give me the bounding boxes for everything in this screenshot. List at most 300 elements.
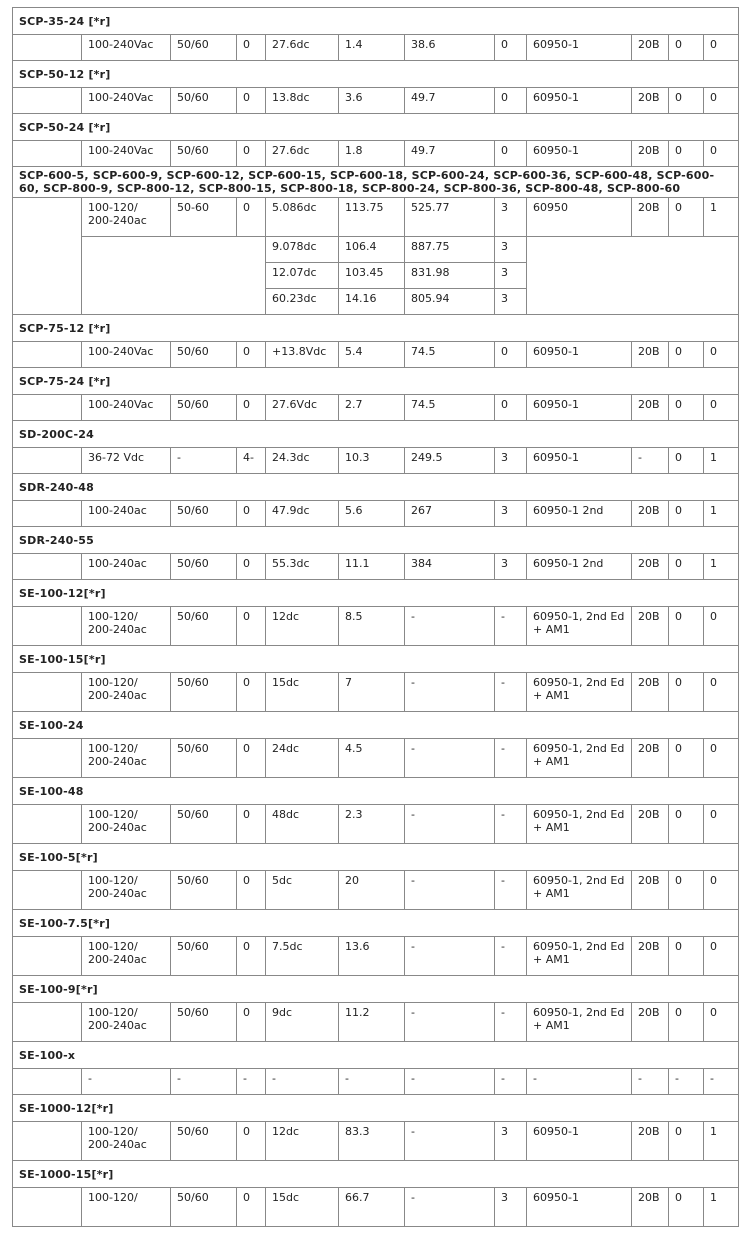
spec-cell: 60.23dc [266, 289, 339, 315]
spec-cell: 20B [632, 88, 669, 114]
model-header-row [13, 114, 739, 141]
spec-cell: 3 [495, 263, 527, 289]
spec-cell: 0 [495, 35, 527, 61]
spec-cell: - [405, 673, 495, 712]
spec-cell: 0 [704, 739, 739, 778]
model-name: SCP-75-12 [*r] [13, 315, 739, 342]
spec-cell: 3 [495, 1122, 527, 1161]
spec-cell: 0 [669, 739, 704, 778]
spec-data-row [13, 448, 739, 474]
spec-cell: 805.94 [405, 289, 495, 315]
spec-sub-row [13, 289, 739, 315]
spec-cell: 27.6Vdc [266, 395, 339, 421]
spec-cell: 100-240Vac [82, 395, 171, 421]
spec-cell: 0 [237, 1122, 266, 1161]
spec-cell: 0 [669, 1003, 704, 1042]
spec-data-row [13, 342, 739, 368]
spec-cell: 5.4 [339, 342, 405, 368]
spec-cell: 60950-1 2nd [527, 501, 632, 527]
spec-cell: 50/60 [171, 35, 237, 61]
spec-cell: 20B [632, 805, 669, 844]
spec-cell: 0 [495, 141, 527, 167]
model-header-row [13, 527, 739, 554]
spec-cell: 50/60 [171, 141, 237, 167]
model-header-row [13, 1095, 739, 1122]
model-header-row [13, 368, 739, 395]
spec-data-row [13, 1069, 739, 1095]
spec-cell: 60950-1 2nd [527, 554, 632, 580]
spec-cell: - [495, 1003, 527, 1042]
spec-cell: 60950 [527, 198, 632, 237]
model-header-row [13, 580, 739, 607]
spec-cell: 20B [632, 395, 669, 421]
model-header-row [13, 1161, 739, 1188]
spec-cell: 0 [237, 1188, 266, 1227]
indent-cell [13, 1188, 82, 1227]
model-name: SE-100-9[*r] [13, 976, 739, 1003]
spec-cell: 113.75 [339, 198, 405, 237]
spec-cell: 106.4 [339, 237, 405, 263]
spec-cell: - [495, 871, 527, 910]
spec-cell: 20B [632, 739, 669, 778]
spec-cell: - [669, 1069, 704, 1095]
spec-cell: 12.07dc [266, 263, 339, 289]
spec-cell: - [495, 1069, 527, 1095]
spec-data-row [13, 871, 739, 910]
spec-table-container [12, 7, 738, 1227]
spec-cell: 49.7 [405, 88, 495, 114]
spec-cell: 83.3 [339, 1122, 405, 1161]
spec-data-row [13, 141, 739, 167]
model-header-row [13, 1042, 739, 1069]
spec-cell: 9dc [266, 1003, 339, 1042]
spec-cell: 27.6dc [266, 35, 339, 61]
model-name: SE-100-12[*r] [13, 580, 739, 607]
blank-cell [82, 263, 266, 289]
spec-cell: - [405, 739, 495, 778]
spec-cell: 0 [704, 395, 739, 421]
indent-cell [13, 871, 82, 910]
spec-cell: 100-240Vac [82, 88, 171, 114]
spec-cell: - [237, 1069, 266, 1095]
model-name: SCP-50-24 [*r] [13, 114, 739, 141]
model-name: SCP-600-5, SCP-600-9, SCP-600-12, SCP-600-15, SCP-600-18, SCP-600-24, SCP-600-36, SCP-600-48, SCP-600-60, SCP-800-9, SCP-800-12, SCP-800-15, SCP-800-18, SCP-800-24, SCP-800-36, SCP-800-48, SCP-800-60 [13, 167, 739, 198]
indent-cell [13, 35, 82, 61]
spec-cell: 384 [405, 554, 495, 580]
blank-cell [527, 289, 739, 315]
spec-cell: 10.3 [339, 448, 405, 474]
spec-cell: 24.3dc [266, 448, 339, 474]
spec-cell: 525.77 [405, 198, 495, 237]
spec-cell: +13.8Vdc [266, 342, 339, 368]
spec-cell: 20B [632, 1003, 669, 1042]
spec-cell: 50/60 [171, 739, 237, 778]
model-header-row [13, 8, 739, 35]
spec-cell: - [171, 448, 237, 474]
spec-cell: 100-120/ 200-240ac [82, 805, 171, 844]
spec-cell: 100-120/ 200-240ac [82, 739, 171, 778]
model-name: SE-100-15[*r] [13, 646, 739, 673]
spec-cell: 100-120/ 200-240ac [82, 1122, 171, 1161]
spec-cell: 100-120/ 200-240ac [82, 198, 171, 237]
spec-cell: 249.5 [405, 448, 495, 474]
spec-cell: 3 [495, 198, 527, 237]
spec-cell: 100-240Vac [82, 342, 171, 368]
indent-cell [13, 448, 82, 474]
spec-cell: 20B [632, 198, 669, 237]
model-header-row [13, 474, 739, 501]
spec-cell: 0 [704, 871, 739, 910]
spec-cell: 60950-1, 2nd Ed + AM1 [527, 871, 632, 910]
spec-cell: 1.8 [339, 141, 405, 167]
spec-cell: 100-120/ 200-240ac [82, 1003, 171, 1042]
spec-cell: 0 [669, 395, 704, 421]
spec-cell: - [405, 937, 495, 976]
spec-cell: 1 [704, 1188, 739, 1227]
spec-cell: 15dc [266, 1188, 339, 1227]
spec-cell: - [495, 739, 527, 778]
spec-cell: 7 [339, 673, 405, 712]
spec-cell: 20B [632, 1122, 669, 1161]
model-name: SDR-240-48 [13, 474, 739, 501]
indent-cell [13, 673, 82, 712]
model-name: SE-100-24 [13, 712, 739, 739]
spec-data-row [13, 1188, 739, 1227]
spec-cell: 20B [632, 607, 669, 646]
model-header-row [13, 910, 739, 937]
spec-cell: 50/60 [171, 607, 237, 646]
spec-cell: 60950-1 [527, 1122, 632, 1161]
spec-cell: 100-120/ [82, 1188, 171, 1227]
spec-cell: 267 [405, 501, 495, 527]
model-name: SE-100-48 [13, 778, 739, 805]
spec-cell: 60950-1 [527, 1188, 632, 1227]
spec-cell: 0 [495, 342, 527, 368]
spec-cell: 0 [704, 1003, 739, 1042]
model-name: SE-100-7.5[*r] [13, 910, 739, 937]
spec-cell: 50/60 [171, 673, 237, 712]
spec-cell: 0 [704, 88, 739, 114]
model-header-row [13, 421, 739, 448]
spec-cell: 20B [632, 554, 669, 580]
spec-cell: 0 [704, 607, 739, 646]
indent-cell [13, 937, 82, 976]
spec-cell: 13.6 [339, 937, 405, 976]
spec-cell: 20B [632, 1188, 669, 1227]
spec-data-row [13, 1122, 739, 1161]
spec-cell: 12dc [266, 1122, 339, 1161]
spec-cell: 0 [237, 937, 266, 976]
spec-cell: 100-240Vac [82, 35, 171, 61]
model-name: SDR-240-55 [13, 527, 739, 554]
spec-cell: 5.6 [339, 501, 405, 527]
spec-cell: 49.7 [405, 141, 495, 167]
spec-cell: 66.7 [339, 1188, 405, 1227]
model-header-row [13, 61, 739, 88]
indent-cell [13, 1003, 82, 1042]
spec-cell: 20B [632, 35, 669, 61]
spec-cell: 60950-1, 2nd Ed + AM1 [527, 1003, 632, 1042]
spec-cell: 0 [669, 673, 704, 712]
spec-cell: 13.8dc [266, 88, 339, 114]
spec-cell: 0 [237, 805, 266, 844]
spec-data-row [13, 198, 739, 237]
indent-cell [13, 805, 82, 844]
spec-cell: 47.9dc [266, 501, 339, 527]
spec-cell: 0 [237, 607, 266, 646]
spec-cell: 0 [669, 937, 704, 976]
spec-cell: 50/60 [171, 342, 237, 368]
model-name: SD-200C-24 [13, 421, 739, 448]
spec-cell: 50-60 [171, 198, 237, 237]
spec-cell: 3 [495, 289, 527, 315]
spec-sub-row [13, 263, 739, 289]
power-supply-spec-table [12, 7, 739, 1227]
model-name: SE-1000-12[*r] [13, 1095, 739, 1122]
indent-cell [13, 501, 82, 527]
spec-cell: 2.3 [339, 805, 405, 844]
spec-data-row [13, 739, 739, 778]
spec-cell: 1 [704, 198, 739, 237]
spec-cell: 55.3dc [266, 554, 339, 580]
spec-cell: 60950-1 [527, 395, 632, 421]
spec-cell: 0 [669, 141, 704, 167]
spec-cell: - [495, 607, 527, 646]
spec-cell: - [266, 1069, 339, 1095]
spec-cell: 1 [704, 1122, 739, 1161]
spec-cell: 0 [237, 673, 266, 712]
spec-cell: 60950-1 [527, 342, 632, 368]
spec-cell: 8.5 [339, 607, 405, 646]
spec-cell: 0 [669, 35, 704, 61]
indent-cell [13, 739, 82, 778]
spec-cell: 0 [669, 88, 704, 114]
spec-cell: 50/60 [171, 501, 237, 527]
blank-cell [527, 237, 739, 263]
spec-cell: 14.16 [339, 289, 405, 315]
spec-cell: 36-72 Vdc [82, 448, 171, 474]
spec-data-row [13, 88, 739, 114]
spec-data-row [13, 554, 739, 580]
spec-cell: 0 [237, 35, 266, 61]
spec-cell: 0 [237, 554, 266, 580]
spec-cell: 0 [495, 88, 527, 114]
spec-data-row [13, 937, 739, 976]
spec-cell: 0 [669, 448, 704, 474]
spec-cell: 0 [669, 501, 704, 527]
spec-cell: 74.5 [405, 342, 495, 368]
spec-cell: 0 [704, 805, 739, 844]
spec-cell: 24dc [266, 739, 339, 778]
spec-cell: - [405, 871, 495, 910]
spec-data-row [13, 673, 739, 712]
model-name: SE-1000-15[*r] [13, 1161, 739, 1188]
blank-cell [82, 237, 266, 263]
indent-cell [13, 554, 82, 580]
spec-cell: 38.6 [405, 35, 495, 61]
spec-cell: 100-240ac [82, 554, 171, 580]
spec-cell: - [405, 1122, 495, 1161]
spec-data-row [13, 1003, 739, 1042]
spec-cell: 0 [237, 88, 266, 114]
indent-cell [13, 1122, 82, 1161]
spec-cell: 3.6 [339, 88, 405, 114]
spec-cell: 0 [669, 554, 704, 580]
indent-cell [13, 342, 82, 368]
indent-cell [13, 1069, 82, 1095]
spec-cell: - [527, 1069, 632, 1095]
spec-table-body [13, 8, 739, 1227]
spec-cell: 100-120/ 200-240ac [82, 607, 171, 646]
spec-cell: 0 [669, 1122, 704, 1161]
spec-cell: 887.75 [405, 237, 495, 263]
spec-cell: 0 [669, 198, 704, 237]
spec-cell: 0 [237, 1003, 266, 1042]
spec-cell: 0 [704, 342, 739, 368]
spec-cell: 50/60 [171, 871, 237, 910]
spec-cell: 50/60 [171, 1003, 237, 1042]
spec-cell: - [171, 1069, 237, 1095]
model-header-row [13, 646, 739, 673]
model-name: SE-100-5[*r] [13, 844, 739, 871]
spec-cell: 20B [632, 673, 669, 712]
spec-cell: 103.45 [339, 263, 405, 289]
spec-cell: 831.98 [405, 263, 495, 289]
spec-cell: 1 [704, 554, 739, 580]
spec-data-row [13, 607, 739, 646]
spec-cell: 100-240Vac [82, 141, 171, 167]
spec-cell: 0 [237, 342, 266, 368]
spec-cell: 20B [632, 342, 669, 368]
spec-cell: 60950-1, 2nd Ed + AM1 [527, 805, 632, 844]
spec-cell: 3 [495, 448, 527, 474]
spec-cell: 100-120/ 200-240ac [82, 871, 171, 910]
model-header-row [13, 976, 739, 1003]
spec-cell: 60950-1, 2nd Ed + AM1 [527, 739, 632, 778]
spec-cell: - [405, 1069, 495, 1095]
spec-cell: - [632, 1069, 669, 1095]
spec-cell: 100-120/ 200-240ac [82, 937, 171, 976]
spec-cell: 100-240ac [82, 501, 171, 527]
spec-cell: 0 [237, 198, 266, 237]
spec-cell: 0 [704, 673, 739, 712]
spec-cell: 3 [495, 501, 527, 527]
spec-cell: 0 [669, 342, 704, 368]
spec-cell: 15dc [266, 673, 339, 712]
spec-data-row [13, 501, 739, 527]
model-header-row [13, 844, 739, 871]
spec-cell: 0 [704, 141, 739, 167]
spec-cell: 60950-1, 2nd Ed + AM1 [527, 607, 632, 646]
model-header-row [13, 315, 739, 342]
model-name: SCP-50-12 [*r] [13, 61, 739, 88]
indent-cell [13, 198, 82, 315]
spec-cell: 4.5 [339, 739, 405, 778]
spec-sub-row [13, 237, 739, 263]
indent-cell [13, 88, 82, 114]
spec-data-row [13, 395, 739, 421]
spec-cell: - [405, 607, 495, 646]
spec-cell: 0 [669, 805, 704, 844]
spec-cell: 60950-1 [527, 448, 632, 474]
model-header-row [13, 712, 739, 739]
spec-cell: 5.086dc [266, 198, 339, 237]
spec-cell: - [339, 1069, 405, 1095]
spec-cell: 1.4 [339, 35, 405, 61]
spec-cell: 50/60 [171, 937, 237, 976]
spec-cell: 60950-1 [527, 88, 632, 114]
spec-cell: - [704, 1069, 739, 1095]
spec-cell: 74.5 [405, 395, 495, 421]
spec-cell: - [405, 1003, 495, 1042]
spec-cell: 1 [704, 448, 739, 474]
spec-cell: 27.6dc [266, 141, 339, 167]
spec-cell: 5dc [266, 871, 339, 910]
spec-cell: 11.1 [339, 554, 405, 580]
spec-cell: 20B [632, 141, 669, 167]
spec-cell: 50/60 [171, 554, 237, 580]
spec-cell: 3 [495, 237, 527, 263]
model-name: SCP-35-24 [*r] [13, 8, 739, 35]
spec-cell: 0 [237, 871, 266, 910]
spec-cell: - [405, 805, 495, 844]
spec-cell: - [495, 673, 527, 712]
spec-cell: 0 [669, 871, 704, 910]
spec-cell: 48dc [266, 805, 339, 844]
spec-cell: 20B [632, 937, 669, 976]
spec-cell: 60950-1 [527, 141, 632, 167]
spec-cell: 60950-1, 2nd Ed + AM1 [527, 937, 632, 976]
spec-cell: 11.2 [339, 1003, 405, 1042]
spec-cell: 0 [704, 937, 739, 976]
indent-cell [13, 395, 82, 421]
model-header-row [13, 778, 739, 805]
spec-data-row [13, 805, 739, 844]
spec-cell: 12dc [266, 607, 339, 646]
spec-cell: 20B [632, 871, 669, 910]
spec-cell: 100-120/ 200-240ac [82, 673, 171, 712]
blank-cell [527, 263, 739, 289]
spec-cell: 50/60 [171, 1188, 237, 1227]
spec-cell: 7.5dc [266, 937, 339, 976]
spec-cell: 3 [495, 554, 527, 580]
spec-cell: 50/60 [171, 1122, 237, 1161]
spec-cell: - [495, 805, 527, 844]
spec-cell: 0 [237, 141, 266, 167]
spec-cell: - [632, 448, 669, 474]
spec-cell: 50/60 [171, 805, 237, 844]
indent-cell [13, 607, 82, 646]
spec-cell: 1 [704, 501, 739, 527]
spec-cell: 60950-1, 2nd Ed + AM1 [527, 673, 632, 712]
spec-cell: 0 [237, 501, 266, 527]
model-name: SCP-75-24 [*r] [13, 368, 739, 395]
spec-cell: 50/60 [171, 395, 237, 421]
spec-cell: 60950-1 [527, 35, 632, 61]
spec-cell: - [495, 937, 527, 976]
spec-cell: 20 [339, 871, 405, 910]
spec-cell: - [82, 1069, 171, 1095]
spec-cell: 0 [495, 395, 527, 421]
model-header-row [13, 167, 739, 198]
blank-cell [82, 289, 266, 315]
spec-cell: 0 [704, 35, 739, 61]
spec-cell: 4- [237, 448, 266, 474]
indent-cell [13, 141, 82, 167]
model-name: SE-100-x [13, 1042, 739, 1069]
spec-cell: 50/60 [171, 88, 237, 114]
spec-cell: 0 [237, 739, 266, 778]
